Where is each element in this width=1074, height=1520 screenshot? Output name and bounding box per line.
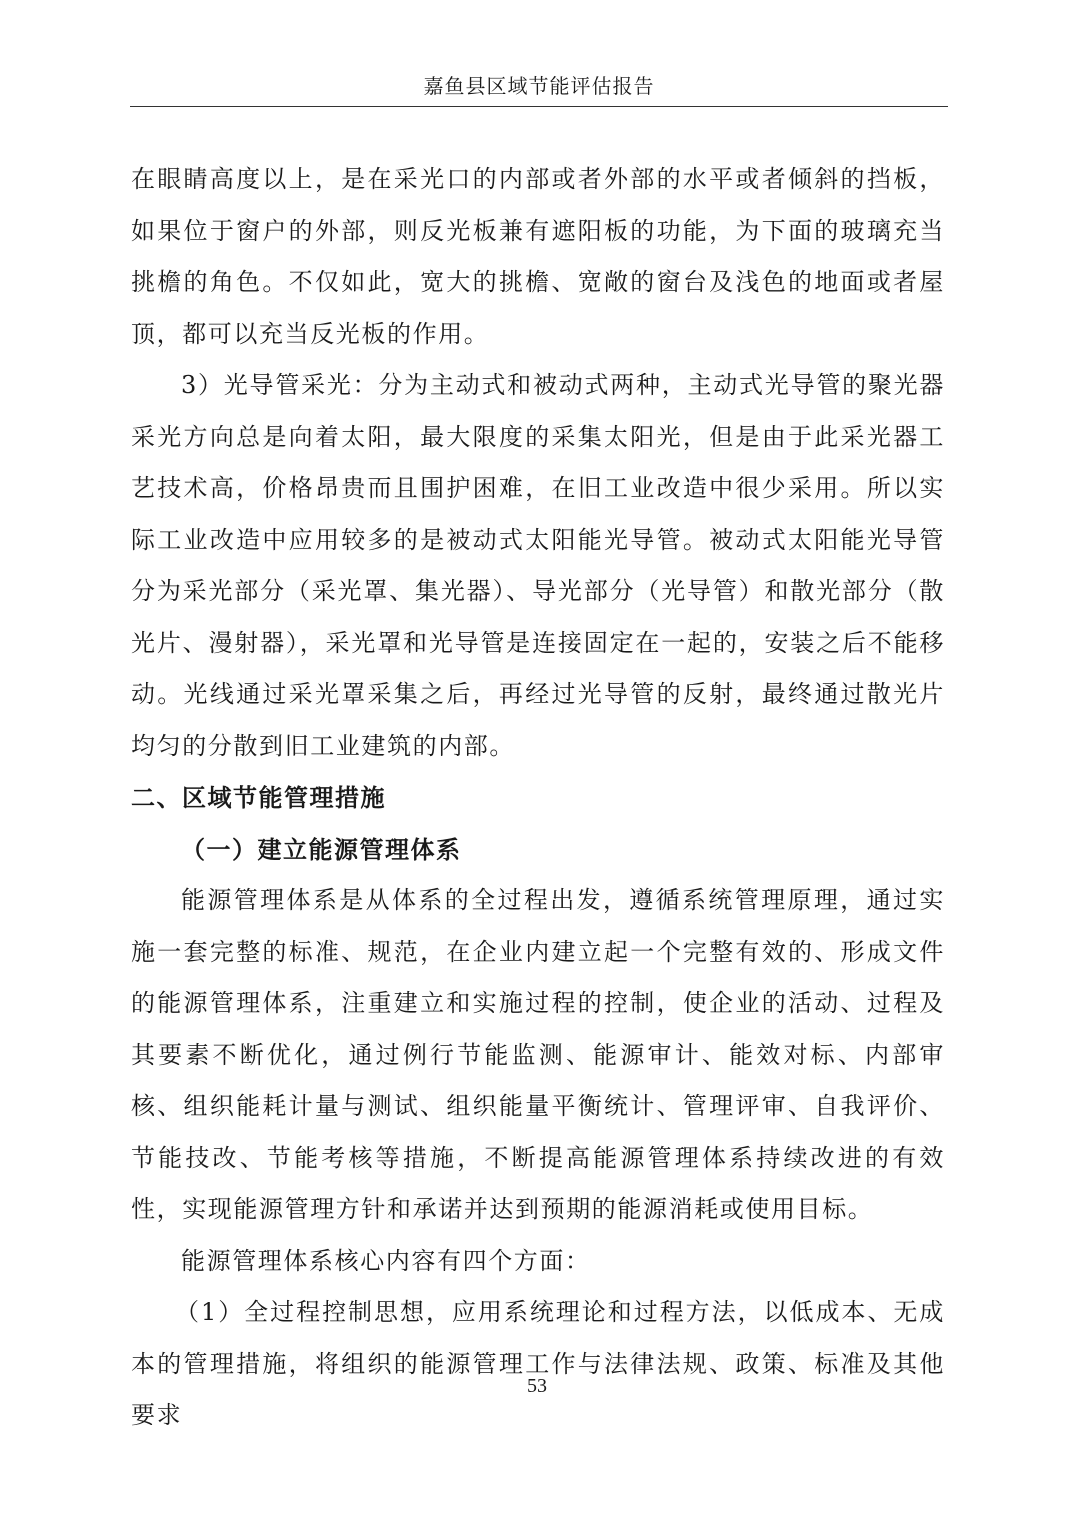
paragraph-core-content-intro: 能源管理体系核心内容有四个方面：	[181, 1246, 591, 1275]
header-divider	[130, 106, 948, 107]
page-number: 53	[527, 1375, 547, 1397]
document-body	[131, 154, 945, 1442]
paragraph-light-shelf: 在眼睛高度以上，是在采光口的内部或者外部的水平或者倾斜的挡板，如果位于窗户的外部，则反光板兼有遮阳板的功能，为下面的玻璃充当挑檐的角色。不仅如此，宽大的挑檐、宽敞的窗台及浅色的地面或者屋顶，都可以充当反光板的作用。	[131, 165, 945, 348]
paragraph-energy-management-system: 能源管理体系是从体系的全过程出发，遵循系统管理原理，通过实施一套完整的标准、规范，在企业内建立起一个完整有效的、形成文件的能源管理体系，注重建立和实施过程的控制，使企业的活动、过程及其要素不断优化，通过例行节能监测、能源审计、能效对标、内部审核、组织能耗计量与测试、组织能量平衡统计、管理评审、自我评价、节能技改、节能考核等措施，不断提高能源管理体系持续改进的有效性，实现能源管理方针和承诺并达到预期的能源消耗或使用目标。	[131, 886, 945, 1223]
section-heading: 二、区域节能管理措施	[131, 783, 386, 812]
subsection-heading: （一）建立能源管理体系	[181, 834, 462, 864]
paragraph-light-pipe: 3）光导管采光：分为主动式和被动式两种，主动式光导管的聚光器采光方向总是向着太阳，最大限度的采集太阳光，但是由于此采光器工艺技术高，价格昂贵而且围护困难，在旧工业改造中很少采用。所以实际工业改造中应用较多的是被动式太阳能光导管。被动式太阳能光导管分为采光部分（采光罩、集光器）、导光部分（光导管）和散光部分（散光片、漫射器），采光罩和光导管是连接固定在一起的，安装之后不能移动。光线通过采光罩采集之后，再经过光导管的反射，最终通过散光片均匀的分散到旧工业建筑的内部。	[131, 371, 945, 760]
running-header: 嘉鱼县区域节能评估报告	[423, 74, 655, 98]
paragraph-item-1: （1）全过程控制思想，应用系统理论和过程方法，以低成本、无成本的管理措施，将组织的能源管理工作与法律法规、政策、标准及其他要求	[131, 1298, 945, 1429]
